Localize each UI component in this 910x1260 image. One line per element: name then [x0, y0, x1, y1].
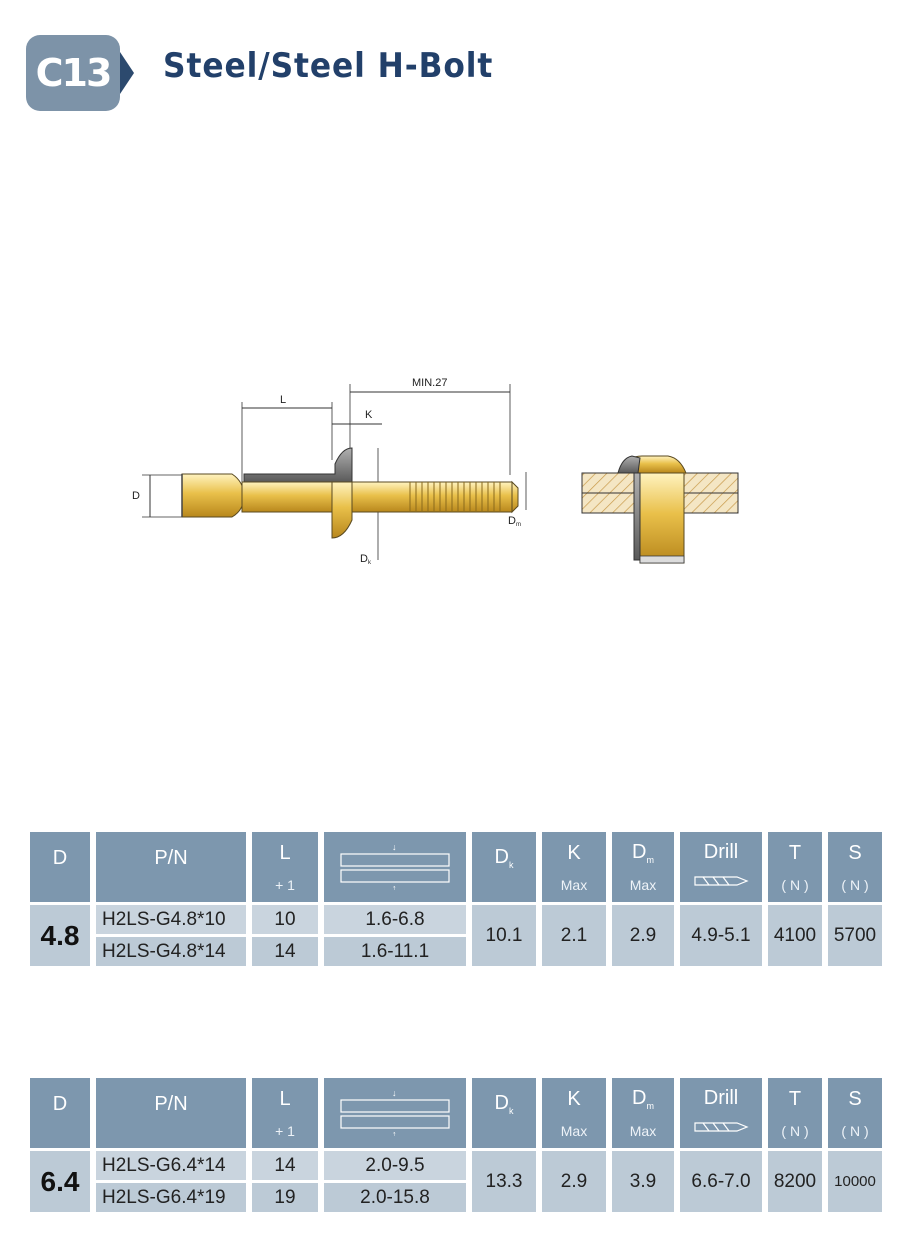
- drill-value: 6.6-7.0: [680, 1151, 762, 1212]
- grip-range: 1.6-6.8: [324, 905, 466, 934]
- length-value: 14: [252, 1151, 318, 1180]
- header-s: S ( N ): [828, 1078, 882, 1148]
- spec-table-4-8: [24, 829, 888, 969]
- length-value: 10: [252, 905, 318, 934]
- header-l: L + 1: [252, 1078, 318, 1148]
- page-title: Steel/Steel H-Bolt: [163, 46, 494, 86]
- tensile-value: 8200: [768, 1151, 822, 1212]
- header-grip-icon: [324, 1078, 466, 1148]
- header-s: S ( N ): [828, 832, 882, 902]
- header-d: D: [30, 1078, 90, 1148]
- min-length-label: MIN.27: [412, 377, 448, 389]
- header-dm: $D_m$ Max: [612, 832, 674, 902]
- dm-value: 2.9: [612, 905, 674, 966]
- header-grip-icon: [324, 832, 466, 902]
- grip-range: 2.0-9.5: [324, 1151, 466, 1180]
- dm-value: 3.9: [612, 1151, 674, 1212]
- dk-value: 13.3: [472, 1151, 536, 1212]
- rivet-diagram: [120, 360, 760, 580]
- section-badge: C13: [26, 35, 120, 111]
- k-value: 2.9: [542, 1151, 606, 1212]
- length-value: 14: [252, 937, 318, 966]
- length-label: L: [280, 394, 287, 406]
- header-pn: P/N: [96, 832, 246, 902]
- header-k: K Max: [542, 832, 606, 902]
- grip-range: 1.6-11.1: [324, 937, 466, 966]
- header-t: T ( N ): [768, 1078, 822, 1148]
- k-value: 2.1: [542, 905, 606, 966]
- header-d: D: [30, 832, 90, 902]
- header-dk: $D_k$: [472, 1078, 536, 1148]
- drill-icon: [693, 874, 749, 888]
- header-k: K Max: [542, 1078, 606, 1148]
- dm-label: Dm: [508, 515, 521, 528]
- part-number: H2LS-G4.8*14: [96, 937, 246, 966]
- svg-text:↓: ↓: [392, 841, 397, 852]
- header-l: L + 1: [252, 832, 318, 902]
- header-pn: P/N: [96, 1078, 246, 1148]
- header-dk: $D_k$: [472, 832, 536, 902]
- header-drill: Drill: [680, 832, 762, 902]
- dk-label: Dk: [360, 553, 371, 566]
- tensile-value: 4100: [768, 905, 822, 966]
- length-value: 19: [252, 1183, 318, 1212]
- drill-value: 4.9-5.1: [680, 905, 762, 966]
- svg-text:↑: ↑: [392, 1128, 397, 1136]
- dk-value: 10.1: [472, 905, 536, 966]
- shear-value: 10000: [828, 1151, 882, 1212]
- header-t: T ( N ): [768, 832, 822, 902]
- grip-range: 2.0-15.8: [324, 1183, 466, 1212]
- badge-arrow-icon: [120, 52, 134, 94]
- head-height-label: K: [365, 409, 373, 421]
- part-number: H2LS-G4.8*10: [96, 905, 246, 934]
- header-dm: $D_m$ Max: [612, 1078, 674, 1148]
- spec-table-6-4: [24, 1075, 888, 1215]
- svg-text:↑: ↑: [392, 882, 397, 890]
- header-drill: Drill: [680, 1078, 762, 1148]
- part-number: H2LS-G6.4*14: [96, 1151, 246, 1180]
- svg-text:↓: ↓: [392, 1087, 397, 1098]
- diameter-label: D: [132, 490, 140, 502]
- part-number: H2LS-G6.4*19: [96, 1183, 246, 1212]
- diameter-value: 6.4: [30, 1151, 90, 1212]
- shear-value: 5700: [828, 905, 882, 966]
- diameter-value: 4.8: [30, 905, 90, 966]
- drill-icon: [693, 1120, 749, 1134]
